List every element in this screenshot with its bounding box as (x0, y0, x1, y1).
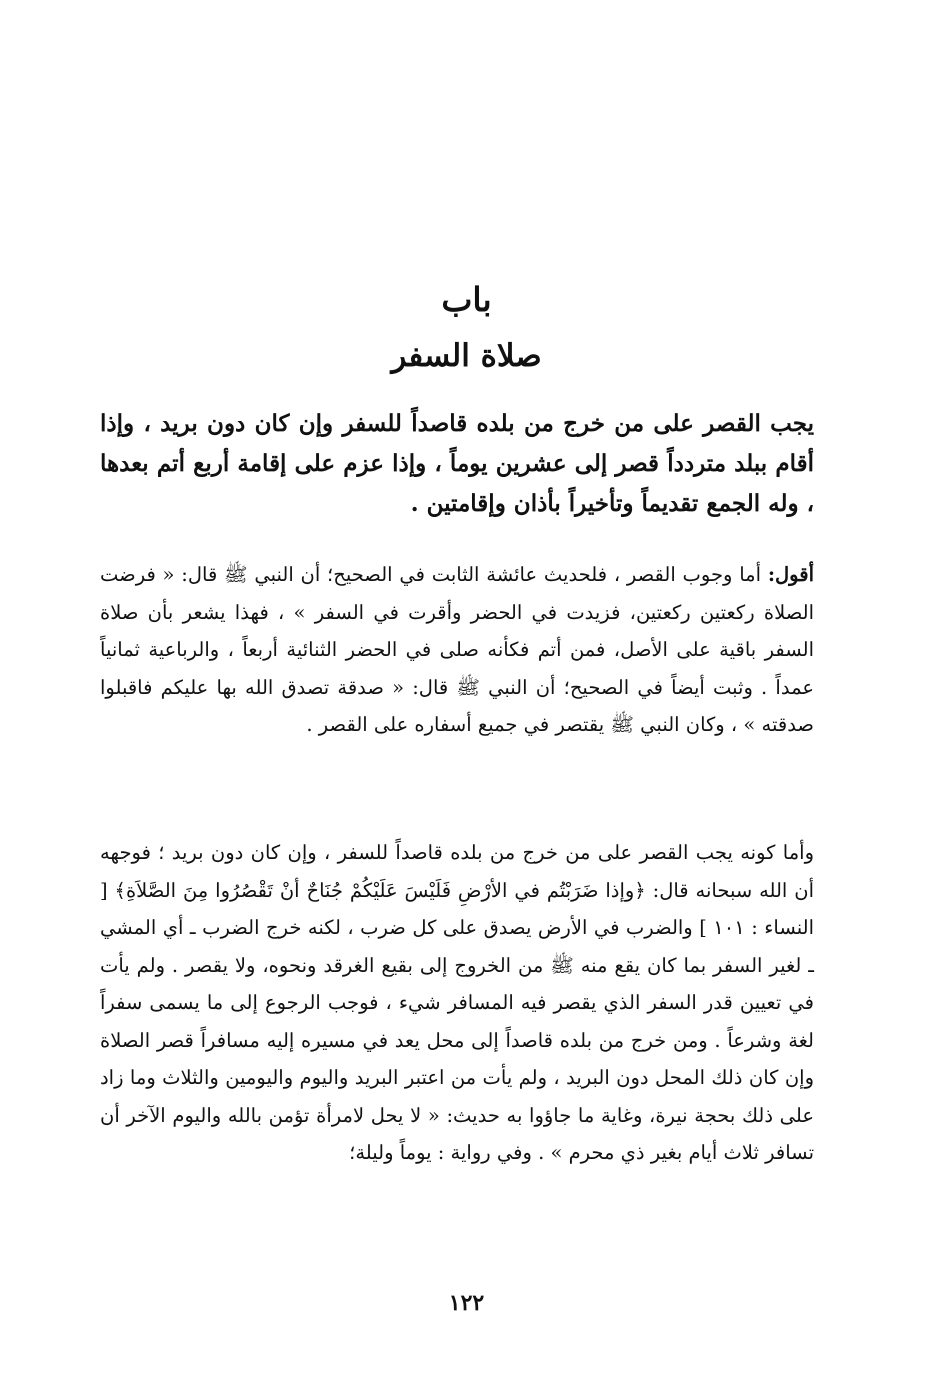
page-number: ١٢٢ (448, 1290, 485, 1316)
section-title: صلاة السفر (391, 338, 542, 374)
commentary-lead: أقول: (767, 563, 814, 586)
commentary-text-1: أما وجوب القصر ، فلحديث عائشة الثابت في الصحيح؛ أن النبي ﷺ قال: « فرضت الصلاة ركعتين ركعتين، فزيدت في الحضر وأقرت في السفر » ، فهذا يشعر بأن صلاة السفر باقية على الأصل، فمن أتم فكأنه صلى في الحضر الثنائية أربعاً ، والرباعية ثمانياً عمداً . وثبت أيضاً في الصحيح؛ أن النبي ﷺ قال: « صدقة تصدق الله بها عليكم فاقبلوا صدقته » ، وكان النبي ﷺ يقتصر في جميع أسفاره على القصر . (100, 563, 814, 736)
heading-block (0, 272, 933, 384)
commentary-paragraph-1 (100, 556, 814, 744)
commentary-paragraph-2: وأما كونه يجب القصر على من خرج من بلده قاصداً للسفر ، وإن كان دون بريد ؛ فوجهه أن الله سبحانه قال: ﴿وإذا ضَرَبْتُم في الأرْضِ فَلَيْسَ عَلَيْكُمْ جُنَاحٌ أنْ تَقْصُرُوا مِنَ الصَّلاَةِ﴾ [ النساء : ١٠١ ] والضرب في الأرض يصدق على كل ضرب ، لكنه خرج الضرب ـ أي المشي ـ لغير السفر بما كان يقع منه ﷺ من الخروج إلى بقيع الغرقد ونحوه، ولا يقصر . ولم يأت في تعيين قدر السفر الذي يقصر فيه المسافر شيء ، فوجب الرجوع إلى ما يسمى سفراً لغة وشرعاً . ومن خرج من بلده قاصداً إلى محل يعد في مسيره إليه مسافراً قصر الصلاة وإن كان ذلك المحل دون البريد ، ولم يأت من اعتبر البريد واليوم واليومين والثلاث وما زاد على ذلك بحجة نيرة، وغاية ما جاؤوا به حديث: « لا يحل لامرأة تؤمن بالله واليوم الآخر أن تسافر ثلاث أيام بغير ذي محرم » . وفي رواية : يوماً وليلة؛ (100, 841, 814, 1164)
matn-paragraph: يجب القصر على من خرج من بلده قاصداً للسفر وإن كان دون بريد ، وإذا أقام ببلد متردداً قصر إلى عشرين يوماً ، وإذا عزم على إقامة أربع أتم بعدها ، وله الجمع تقديماً وتأخيراً بأذان وإقامتين . (100, 410, 814, 517)
chapter-heading: باب (441, 280, 492, 319)
